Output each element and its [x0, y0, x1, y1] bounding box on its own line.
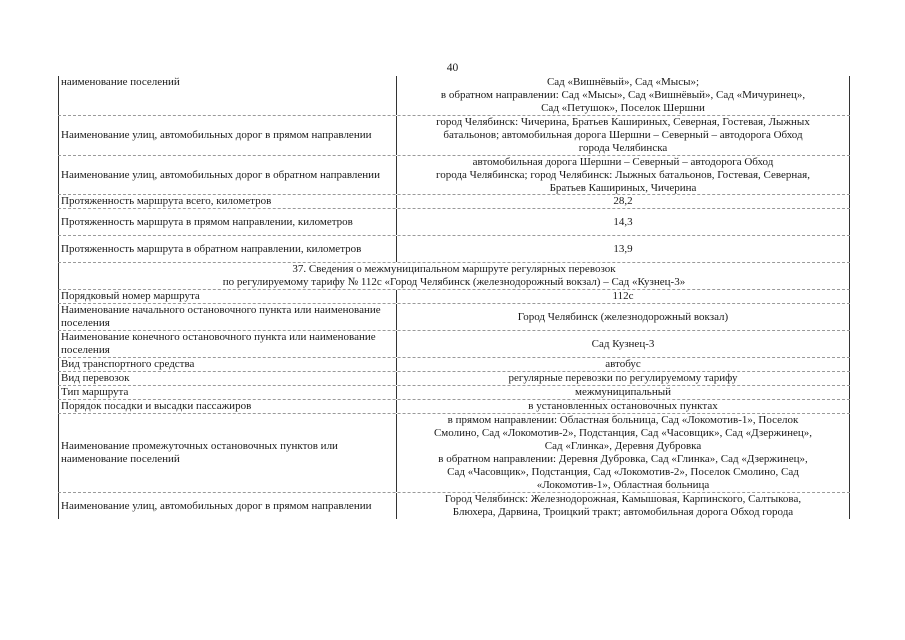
row-value-line: Сад «Глинка», Деревня Дубровка [544, 440, 702, 452]
table-row [58, 236, 850, 263]
row-value [396, 386, 850, 399]
row-value-line: 112с [612, 290, 634, 302]
row-value-line: регулярные перевозки по регулируемому тарифу [508, 372, 738, 384]
row-label: Наименование начального остановочного пункта или наименование поселения [58, 304, 396, 330]
table-row [58, 493, 850, 519]
table-row [58, 358, 850, 372]
row-label: Тип маршрута [58, 386, 396, 399]
row-value [396, 400, 850, 413]
row-value-line: 14,3 [613, 215, 633, 228]
route-table [58, 76, 850, 519]
row-value-line: в обратном направлении: Сад «Мысы», Сад «Вишнёвый», Сад «Мичуринец», [440, 89, 806, 101]
table-row [58, 372, 850, 386]
row-value-line: Смолино, Сад «Локомотив-2», Подстанция, Сад «Часовщик», Сад «Дзержинец», [433, 427, 813, 439]
row-value-line: Блюхера, Дарвина, Троицкий тракт; автомобильная дорога Обход города [452, 506, 794, 518]
row-label: Вид транспортного средства [58, 358, 396, 371]
row-label: Вид перевозок [58, 372, 396, 385]
row-value [396, 331, 850, 357]
row-value [396, 290, 850, 303]
row-value-line: 13,9 [613, 242, 633, 255]
row-label: Наименование улиц, автомобильных дорог в прямом направлении [58, 493, 396, 519]
row-value-line: Сад «Петушок», Поселок Шершни [541, 102, 705, 114]
row-label: Наименование конечного остановочного пункта или наименование поселения [58, 331, 396, 357]
row-value-line: в установленных остановочных пунктах [528, 400, 718, 412]
row-value [396, 414, 850, 492]
row-value [396, 195, 850, 208]
row-value-line: автомобильная дорога Шершни – Северный – автодорога Обход [472, 155, 774, 168]
row-value-line: Сад Кузнец-3 [591, 337, 655, 350]
row-value [396, 156, 850, 194]
row-value-line: город Челябинск: Чичерина, Братьев Кашириных, Северная, Гостевая, Лыжных [436, 116, 810, 128]
table-row [58, 76, 850, 116]
row-label: Протяженность маршрута в обратном направлении, километров [58, 236, 396, 262]
table-row [58, 290, 850, 304]
row-label: Наименование улиц, автомобильных дорог в обратном направлении [58, 156, 396, 194]
row-value-line: автобус [605, 358, 641, 370]
row-value-line: города Челябинска [578, 142, 668, 154]
row-label: наименование поселений [58, 76, 396, 115]
table-row [58, 331, 850, 358]
table-row [58, 386, 850, 400]
row-label: Наименование промежуточных остановочных пунктов или наименование поселений [58, 414, 396, 492]
section-heading-line: 37. Сведения о межмуниципальном маршруте регулярных перевозок [292, 263, 616, 275]
row-value-line: Сад «Часовщик», Подстанция, Сад «Локомотив-2», Поселок Смолино, Сад [447, 466, 799, 478]
row-value [396, 493, 850, 519]
row-value [396, 76, 850, 115]
table-row [58, 195, 850, 209]
row-value-line: батальонов; автомобильная дорога Шершни – Северный – автодорога Обход [443, 129, 803, 141]
row-value-line: «Локомотив-1», Областная больница [536, 479, 710, 491]
table-row [58, 304, 850, 331]
section-heading [58, 263, 850, 290]
section-heading-line: по регулируемому тарифу № 112с «Город Челябинск (железнодорожный вокзал) – Сад «Кузнец-3» [222, 276, 686, 288]
page-number: 40 [446, 62, 459, 74]
row-value [396, 209, 850, 235]
table-row [58, 209, 850, 236]
row-value [396, 358, 850, 371]
row-value-line: межмуниципальный [575, 386, 671, 398]
row-value-line: 28,2 [613, 195, 633, 207]
row-value-line: Город Челябинск: Железнодорожная, Камышовая, Карпинского, Салтыкова, [444, 493, 802, 505]
table-row [58, 116, 850, 156]
table-row [58, 156, 850, 195]
route-table-top-section [58, 76, 850, 263]
row-label: Наименование улиц, автомобильных дорог в прямом направлении [58, 116, 396, 155]
row-value [396, 236, 850, 262]
route-table-bottom-section [58, 290, 850, 519]
row-label: Порядковый номер маршрута [58, 290, 396, 303]
table-row [58, 414, 850, 493]
row-value [396, 116, 850, 155]
row-value-line: Братьев Кашириных, Чичерина [549, 181, 697, 194]
row-value-line: в обратном направлении: Деревня Дубровка, Сад «Глинка», Сад «Дзержинец», [438, 453, 808, 465]
row-label: Порядок посадки и высадки пассажиров [58, 400, 396, 413]
row-value-line: Сад «Вишнёвый», Сад «Мысы»; [546, 76, 700, 88]
row-value [396, 304, 850, 330]
row-label: Протяженность маршрута в прямом направлении, километров [58, 209, 396, 235]
row-label: Протяженность маршрута всего, километров [58, 195, 396, 208]
row-value-line: Город Челябинск (железнодорожный вокзал) [517, 310, 729, 323]
row-value-line: города Челябинска; город Челябинск: Лыжных батальонов, Гостевая, Северная, [436, 168, 810, 181]
row-value-line: в прямом направлении: Областная больница, Сад «Локомотив-1», Поселок [447, 414, 799, 426]
row-value [396, 372, 850, 385]
table-row [58, 400, 850, 414]
